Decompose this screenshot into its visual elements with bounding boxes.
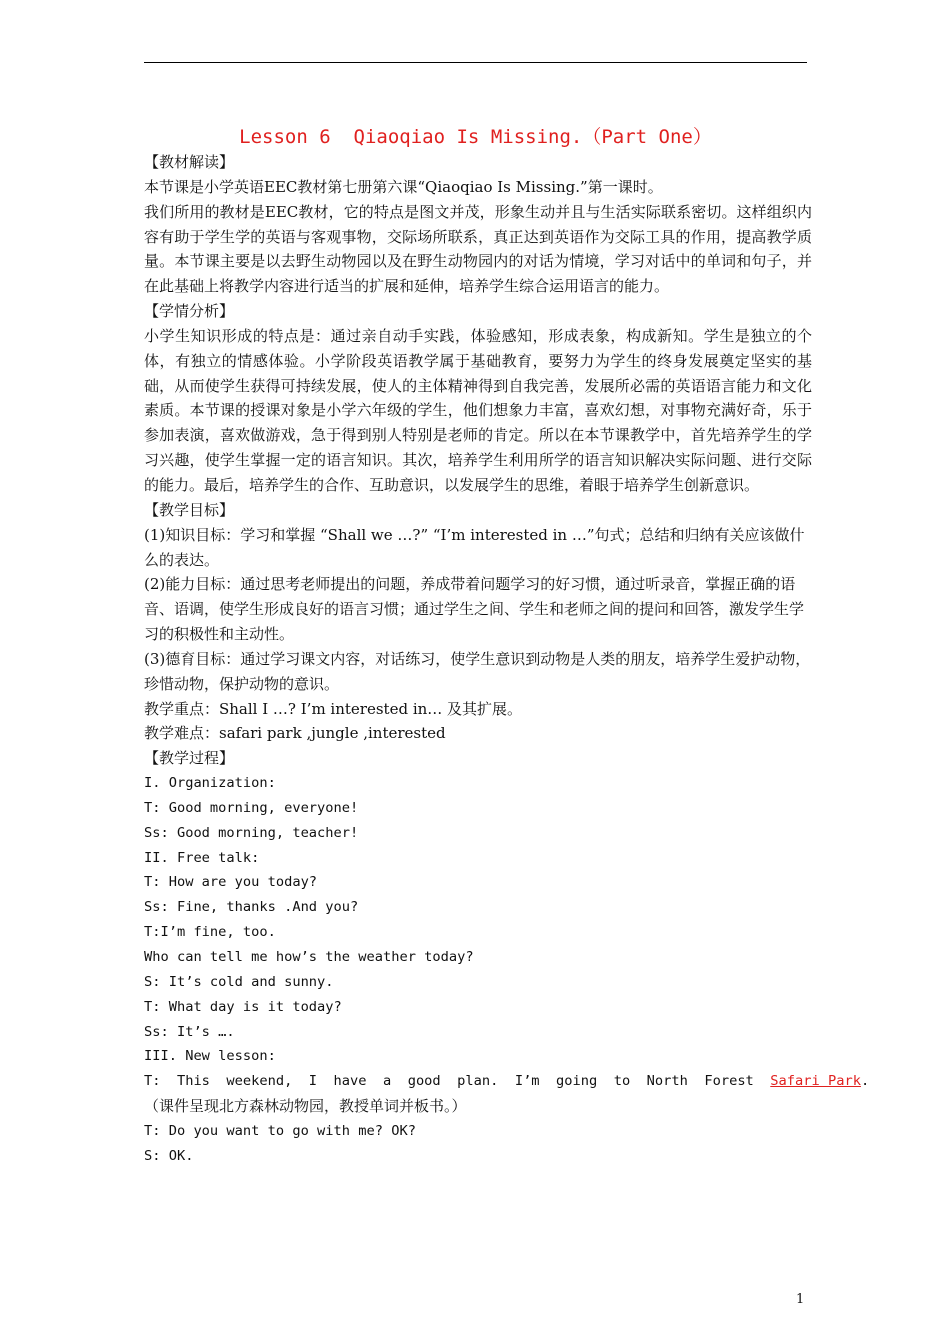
section-heading-learner-analysis: 【学情分析】 (144, 302, 235, 321)
paragraph-moral-objective: (3)德育目标：通过学习课文内容，对话练习，使学生意识到动物是人类的朋友，培养学生爱护动物，珍惜动物，保护动物的意识。 (144, 649, 811, 693)
header-rule (144, 62, 807, 63)
lesson-title: Lesson 6 Qiaoqiao Is Missing.（Part One） (239, 126, 712, 148)
paragraph-ability-objective: (2)能力目标：通过思考老师提出的问题，养成带着问题学习的好习惯，通过听录音，掌握正确的语音、语调，使学生形成良好的语言习惯；通过学生之间、学生和老师之间的提问和回答，激发学生学习的积极性和主动性。 (144, 575, 805, 644)
dialogue-line: T: Good morning, everyone! (144, 799, 359, 816)
dialogue-line: S: It’s cold and sunny. (144, 973, 334, 990)
paragraph-textbook-description: 我们所用的教材是EEC教材，它的特点是图文并茂，形象生动并且与生活实际联系密切。这样组织内容有助于学生学的英语与客观事物，交际场所联系，真正达到英语作为交际工具的作用，提高教学质量。本节课主要是以去野生动物园以及在野生动物园内的对话为情境，学习对话中的单词和句子，并在此基础上将教学内容进行适当的扩展和延伸，培养学生综合运用语言的能力。 (144, 202, 812, 296)
safari-park-link[interactable]: Safari Park (770, 1073, 861, 1090)
dialogue-line: III. New lesson: (144, 1048, 276, 1065)
section-heading-teaching-objectives: 【教学目标】 (144, 500, 235, 519)
section-heading-textbook-analysis: 【教材解读】 (144, 153, 235, 171)
dialogue-line: II. Free talk: (144, 849, 260, 866)
dialogue-line: I. Organization: (144, 775, 276, 792)
page-number: 1 (796, 1292, 805, 1307)
dialogue-text: T: This weekend, I have a good plan. I’m going to North Forest (144, 1073, 771, 1090)
dialogue-line-safari-park (144, 1069, 870, 1094)
section-heading-teaching-process: 【教学过程】 (144, 749, 235, 768)
dialogue-line: Ss: Fine, thanks .And you? (144, 899, 359, 916)
paragraph-difficult-points: 教学难点：safari park ,jungle ,interested (144, 724, 446, 743)
dialogue-line: T: Do you want to go with me? OK? (144, 1122, 416, 1139)
dialogue-line: T: What day is it today? (144, 998, 342, 1015)
paragraph-learner-analysis: 小学生知识形成的特点是：通过亲自动手实践，体验感知，形成表象，构成新知。学生是独立的个体，有独立的情感体验。小学阶段英语教学属于基础教育，要努力为学生的终身发展奠定坚实的基础，从而使学生获得可持续发展，使人的主体精神得到自我完善，发展所必需的英语语言能力和文化素质。本节课的授课对象是小学六年级的学生，他们想象力丰富，喜欢幻想，对事物充满好奇，乐于参加表演，喜欢做游戏，急于得到别人特别是老师的肯定。所以在本节课教学中，首先培养学生的学习兴趣，使学生掌握一定的语言知识。其次，培养学生利用所学的语言知识解决实际问题、进行交际的能力。最后，培养学生的合作、互助意识，以发展学生的思维，着眼于培养学生创新意识。 (144, 326, 812, 494)
document-body (144, 150, 870, 1169)
dialogue-line: Ss: It’s …. (144, 1023, 235, 1040)
dialogue-line: S: OK. (144, 1147, 194, 1164)
courseware-note: （课件呈现北方森林动物园，教授单词并板书。） (144, 1097, 467, 1116)
paragraph-knowledge-objective: (1)知识目标：学习和掌握 “Shall we …?” “I’m interested in …”句式；总结和归纳有关应该做什么的表达。 (144, 525, 805, 569)
dialogue-line: Ss: Good morning, teacher! (144, 824, 359, 841)
dialogue-text: . (860, 1073, 870, 1090)
dialogue-line: T:I’m fine, too. (144, 924, 276, 941)
dialogue-line: T: How are you today? (144, 874, 318, 891)
dialogue-line: Who can tell me how’s the weather today? (144, 949, 474, 965)
paragraph-key-points: 教学重点：Shall I …? I’m interested in… 及其扩展。 (144, 699, 523, 718)
paragraph-lesson-intro: 本节课是小学英语EEC教材第七册第六课“Qiaoqiao Is Missing.”第一课时。 (144, 177, 663, 196)
